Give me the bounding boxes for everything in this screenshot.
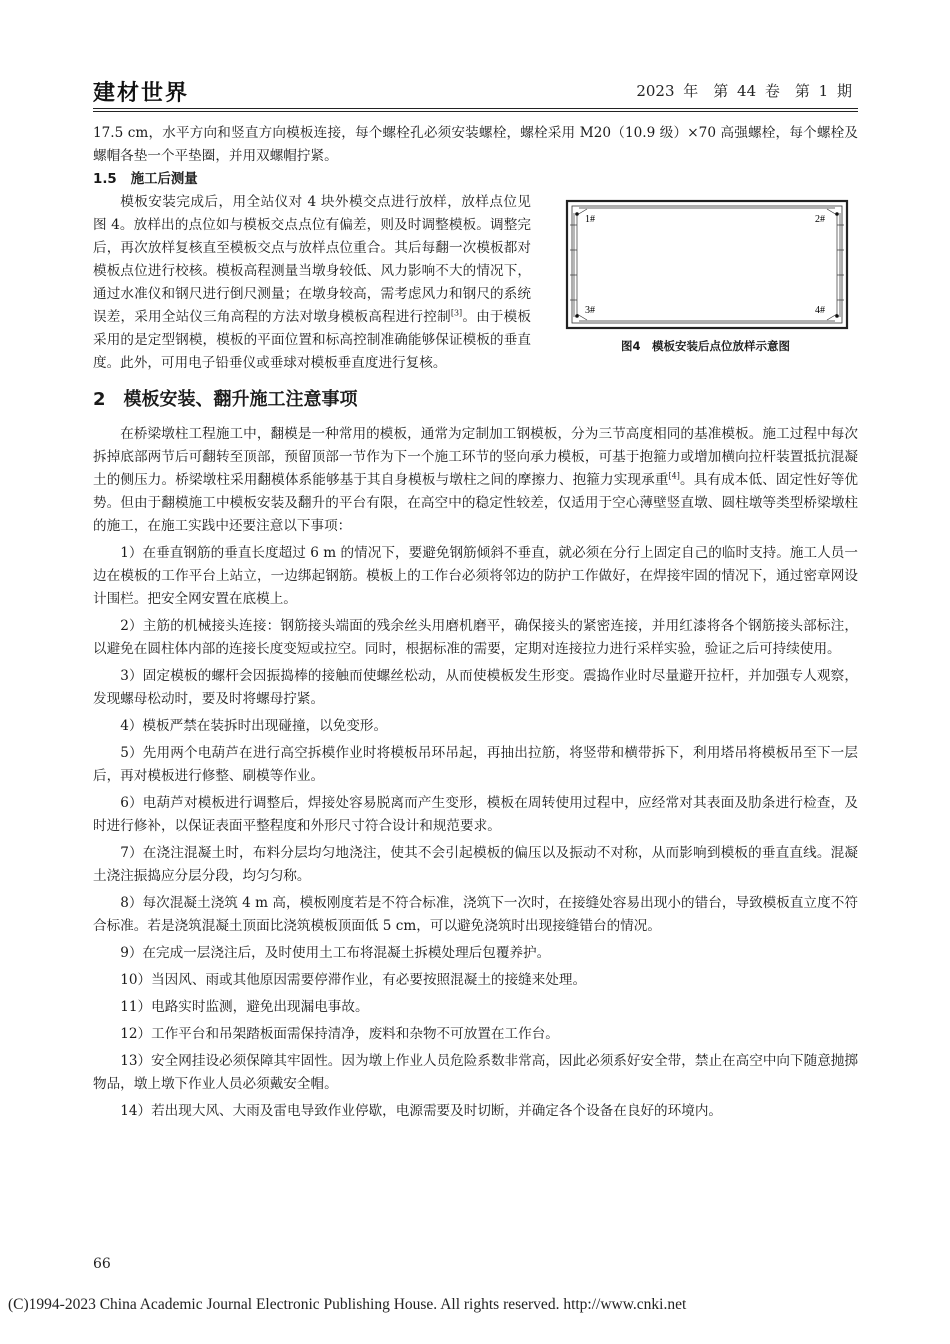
formwork-outline [567,201,847,328]
list-item: 14）若出现大风、大雨及雷电导致作业停歇，电源需要及时切断，并确定各个设备在良好的环境内。 [120,1103,723,1119]
text-span: 在桥梁墩柱工程施工中，翻模是一种常用的模板，通常为定制加工钢模板，分为三节高度相同的基准模板。施工过程中每次拆掉底部两节后可翻转至顶部，预留顶部一节作为下一个施工环节的竖向承力模板，可基于抱箍力或增加横向拉杆装置抵抗混凝土的侧压力。桥梁墩柱采用翻模体系能够基于其自身模板与墩柱之间的摩擦力、抱箍力实现承重 [93,426,858,488]
point-label-4: 4# [815,305,825,316]
header-rule-thin [93,111,858,112]
point-label-2: 2# [815,214,825,225]
list-item: 5）先用两个电葫芦在进行高空拆模作业时将模板吊环吊起，再抽出拉筋，将竖带和横带拆下，利用塔吊将模板吊至下一层后，再对模板进行修整、刷模等作业。 [93,745,858,784]
list-item: 1）在垂直钢筋的垂直长度超过 6 m 的情况下，要避免钢筋倾斜不垂直，就必须在分行上固定自己的临时支持。施工人员一边在模板的工作平台上站立，一边绑起钢筋。模板上的工作台必须将邻边的防护工作做好，在焊接牢固的情况下，通过密章网设计围栏。把安全网安置在底模上。 [93,545,858,607]
section-number: 1.5 [93,172,117,187]
text-span: 。由于模板采用的是定型钢模，模板的平面位置和标高控制准确能够保证模板的垂直度。此外，可用电子铅垂仪或垂球对模板垂直度进行复核。 [93,309,532,371]
header-rule [93,108,858,109]
list-item: 3）固定模板的螺杆会因振捣棒的接触而使螺丝松动，从而使模板发生形变。震捣作业时尽量避开拉杆，并加强专人观察，发现螺母松动时，要及时将螺母拧紧。 [93,668,858,707]
point-marker-3 [575,314,579,318]
formwork-stakeout-diagram [553,195,858,335]
citation-3[interactable]: [3] [450,308,463,318]
section-title: 施工后测量 [130,172,198,187]
formwork-stiffeners [570,208,844,321]
section-heading-1-5 [93,168,858,191]
list-item: 6）电葫芦对模板进行调整后，焊接处容易脱离而产生变形，模板在周转使用过程中，应经常对其表面及肋条进行检查，及时进行修补，以保证表面平整程度和外形尺寸符合设计和规范要求。 [93,795,858,834]
list-item: 12）工作平台和吊架踏板面需保持清净，废料和杂物不可放置在工作台。 [120,1026,559,1042]
section-heading-2 [93,387,858,413]
list-item: 11）电路实时监测，避免出现漏电事故。 [120,999,369,1015]
text-span: 。具有成本低、固定性好等优势。但由于翻模施工中模板安装及翻升的平台有限，在高空中的稳定性较差，仅适用于空心薄壁竖直墩、圆柱墩等类型桥梁墩柱的施工，在施工实践中还要注意以下事项： [93,472,859,534]
point-marker-4 [835,314,839,318]
text-span: 模板安装完成后，用全站仪对 4 块外模交点进行放样，放样点位见图 4。放样出的点位如与模板交点点位有偏差，则及时调整模板。调整完后，再次放样复核直至模板交点与放样点位重合。其后每翻一次模板都对模板点位进行校核。模板高程测量当墩身较低、风力影响不大的情况下，通过水准仪和钢尺进行倒尺测量；在墩身较高，需考虑风力和钢尺的系统误差，采用全站仪三角高程的方法对墩身模板高程进行控制 [93,194,531,325]
list-item: 10）当因风、雨或其他原因需要停滞作业，有必要按照混凝土的接缝来处理。 [120,972,587,988]
journal-title: 建材世界 [93,81,190,106]
point-label-1: 1# [585,214,595,225]
copyright-notice: (C)1994-2023 China Academic Journal Electronic Publishing House. All rights reserved. http://www.cnki.net [8,1296,687,1313]
list-item: 9）在完成一层浇注后，及时使用土工布将混凝土拆模处理后包覆养护。 [120,945,551,961]
page-number: 66 [93,1256,111,1272]
point-marker-1 [575,212,579,216]
list-item: 7）在浇注混凝土时，布料分层均匀地浇注，使其不会引起模板的偏压以及振动不对称，从而影响到模板的垂直直线。混凝土浇注振捣应分层分段，均匀匀称。 [93,845,858,884]
list-item: 8）每次混凝土浇筑 4 m 高，模板刚度若是不符合标准，浇筑下一次时，在接缝处容易出现小的错台，导致模板直立度不符合标准。若是浇筑混凝土顶面比浇筑模板顶面低 5 cm，可以避免浇筑时出现接缝错台的情况。 [93,895,858,934]
paragraph-2-intro [93,423,858,538]
point-marker-2 [835,212,839,216]
list-item: 13）安全网挂设必须保障其牢固性。因为墩上作业人员危险系数非常高，因此必须系好安全带，禁止在高空中向下随意抛掷物品，墩上墩下作业人员必须戴安全帽。 [93,1053,858,1092]
section-title: 模板安装、翻升施工注意事项 [123,389,358,410]
paragraph-continued: 17.5 cm，水平方向和竖直方向模板连接，每个螺栓孔必须安装螺栓，螺栓采用 M20（10.9 级）×70 高强螺栓，每个螺栓及螺帽各垫一个平垫圈，并用双螺帽拧紧。 [93,125,858,164]
list-item: 4）模板严禁在装拆时出现碰撞，以免变形。 [120,718,388,734]
point-label-3: 3# [585,305,595,316]
section-number: 2 [93,389,106,410]
formwork-inner-outline [572,206,842,323]
figure-4 [553,195,858,354]
figure-caption: 图4 模板安装后点位放样示意图 [621,339,790,353]
list-item: 2）主筋的机械接头连接：钢筋接头端面的残余丝头用磨机磨平，确保接头的紧密连接，并用红漆将各个钢筋接头部标注，以避免在圆柱体内部的连接长度变短或拉空。同时，根据标准的需要，定期对连接拉力进行采样实验，验证之后可持续使用。 [93,618,858,657]
issue-info: 2023 年 第 44 卷 第 1 期 [636,82,852,100]
article-body [93,122,858,1123]
citation-4[interactable]: [4] [668,471,680,481]
